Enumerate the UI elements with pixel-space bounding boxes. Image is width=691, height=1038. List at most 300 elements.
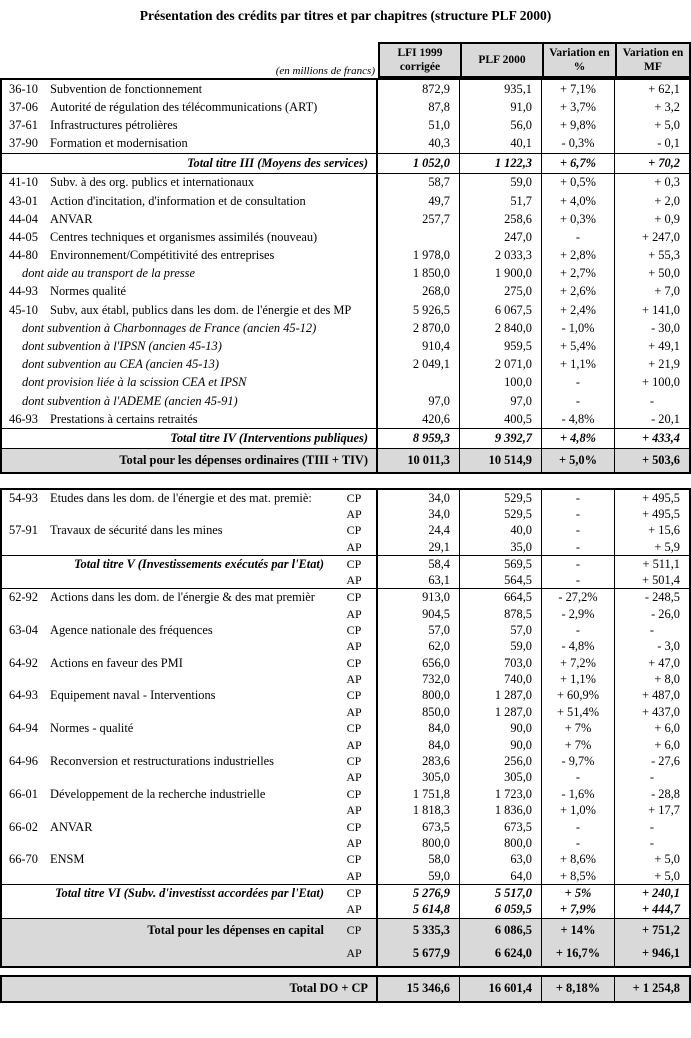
cp-ap-label: AP	[346, 803, 362, 818]
variation-pct-value: -	[542, 392, 615, 410]
variation-pct-value: + 14%	[542, 919, 615, 942]
row-label: Total pour les dépenses en capital	[147, 922, 324, 937]
row-label: Prestations à certains retraités	[50, 411, 198, 426]
variation-mf-value: - 248,5	[644, 590, 680, 605]
row-label-cell	[2, 192, 378, 210]
plf-2000-value: 40,1	[460, 135, 542, 153]
row-label-cell	[2, 589, 378, 605]
plf-2000-value: 10 514,9	[460, 449, 542, 472]
lfi-1999-value: 84,0	[378, 721, 460, 737]
variation-pct-value: + 1,1%	[542, 671, 615, 687]
chapter-code: 45-10	[9, 302, 38, 317]
variation-mf-value: + 15,6	[648, 523, 680, 538]
variation-pct-value: + 8,5%	[542, 868, 615, 884]
table-row	[2, 704, 689, 720]
table-row	[2, 606, 689, 622]
row-label-cell	[2, 803, 378, 819]
variation-pct-value: - 9,7%	[542, 753, 615, 769]
cp-ap-label: CP	[346, 622, 362, 637]
variation-pct-value: + 51,4%	[542, 704, 615, 720]
cp-ap-label: AP	[346, 539, 362, 554]
chapter-code: 44-05	[9, 229, 38, 244]
row-label: Agence nationale des fréquences	[50, 622, 213, 637]
variation-mf-value: -	[649, 622, 655, 637]
row-label-cell	[2, 356, 378, 374]
row-label-cell	[2, 737, 378, 753]
variation-mf-value: + 8,0	[654, 672, 680, 687]
plf-2000-value: 529,5	[460, 506, 542, 522]
chapter-code: 64-94	[9, 721, 38, 736]
variation-mf-value: -	[649, 835, 655, 850]
table-row	[2, 490, 689, 506]
cp-ap-label: CP	[346, 523, 362, 538]
cp-ap-label: CP	[346, 819, 362, 834]
lfi-1999-value: 305,0	[378, 770, 460, 786]
table-row	[2, 868, 689, 884]
row-label-cell	[2, 721, 378, 737]
lfi-1999-value: 24,4	[378, 523, 460, 539]
row-label-cell	[2, 688, 378, 704]
table-row	[2, 737, 689, 753]
chapter-code: 41-10	[9, 175, 38, 190]
column-header-line: Variation en	[622, 46, 684, 59]
plf-2000-value: 959,5	[460, 337, 542, 355]
variation-pct-value: -	[542, 622, 615, 638]
lfi-1999-value: 58,4	[378, 556, 460, 572]
variation-mf-value: + 751,2	[641, 922, 680, 937]
variation-pct-value: + 2,4%	[542, 301, 615, 319]
chapter-code: 57-91	[9, 523, 38, 538]
chapter-code: 66-02	[9, 819, 38, 834]
lfi-1999-value: 63,1	[378, 572, 460, 588]
lfi-1999-value: 8 959,3	[378, 429, 460, 448]
row-label-cell	[2, 283, 378, 301]
cp-ap-label: CP	[346, 655, 362, 670]
lfi-1999-value: 51,0	[378, 116, 460, 134]
variation-mf-value: + 501,4	[642, 572, 680, 587]
table-gap	[0, 968, 691, 975]
lfi-1999-value: 15 346,6	[378, 977, 460, 1001]
cp-ap-label: AP	[346, 506, 362, 521]
variation-pct-value: + 1,0%	[542, 803, 615, 819]
plf-2000-value: 400,5	[460, 410, 542, 428]
chapter-code: 44-80	[9, 248, 38, 263]
table-row	[2, 319, 689, 337]
table-row	[2, 410, 689, 428]
row-label: Etudes dans les dom. de l'énergie et des mat. premiè:	[50, 490, 312, 505]
lfi-1999-value: 2 049,1	[378, 356, 460, 374]
cp-ap-label: AP	[346, 737, 362, 752]
cp-ap-label: AP	[346, 704, 362, 719]
row-label-cell	[2, 337, 378, 355]
lfi-1999-value: 57,0	[378, 622, 460, 638]
row-label: Reconversion et restructurations industrielles	[50, 754, 275, 769]
plf-2000-value: 529,5	[460, 490, 542, 506]
column-header-lfi-1999	[380, 44, 460, 76]
table-row	[2, 688, 689, 704]
variation-pct-value: -	[542, 835, 615, 851]
row-label-cell	[2, 210, 378, 228]
variation-pct-value: - 2,9%	[542, 606, 615, 622]
column-header-plf-2000	[460, 44, 542, 76]
row-label-cell	[2, 786, 378, 802]
plf-2000-value: 935,1	[460, 80, 542, 98]
row-label: Actions en faveur des PMI	[50, 655, 183, 670]
row-label: dont aide au transport de la presse	[22, 266, 196, 281]
table-row	[2, 819, 689, 835]
variation-mf-value: + 50,0	[648, 266, 680, 281]
variation-mf-value: + 17,7	[648, 803, 680, 818]
table-row	[2, 918, 689, 942]
table-grand-total	[0, 975, 691, 1003]
variation-mf-value: - 3,0	[657, 639, 680, 654]
plf-2000-value: 40,0	[460, 523, 542, 539]
variation-mf-value: + 433,4	[641, 431, 680, 446]
plf-2000-value: 2 033,3	[460, 247, 542, 265]
plf-2000-value: 90,0	[460, 721, 542, 737]
lfi-1999-value: 732,0	[378, 671, 460, 687]
plf-2000-value: 1 287,0	[460, 704, 542, 720]
table-row	[2, 192, 689, 210]
table-row	[2, 671, 689, 687]
lfi-1999-value: 268,0	[378, 283, 460, 301]
row-label-cell	[2, 174, 378, 192]
table-row	[2, 942, 689, 966]
table-row	[2, 770, 689, 786]
row-label-cell	[2, 671, 378, 687]
lfi-1999-value: 5 276,9	[378, 885, 460, 901]
table-ordinary-expenses	[0, 78, 691, 474]
row-label-cell	[2, 819, 378, 835]
row-label-cell	[2, 228, 378, 246]
variation-mf-value: + 5,0	[654, 852, 680, 867]
lfi-1999-value: 29,1	[378, 539, 460, 555]
plf-2000-value: 2 840,0	[460, 319, 542, 337]
row-label: dont provision liée à la scission CEA et IPSN	[22, 375, 247, 390]
variation-mf-value: + 100,0	[642, 375, 680, 390]
row-label-cell	[2, 901, 378, 917]
chapter-code: 62-92	[9, 590, 38, 605]
row-label-cell	[2, 977, 378, 1001]
plf-2000-value: 1 836,0	[460, 803, 542, 819]
variation-mf-value: + 6,0	[654, 737, 680, 752]
plf-2000-value: 57,0	[460, 622, 542, 638]
variation-pct-value: + 4,0%	[542, 192, 615, 210]
table-row	[2, 753, 689, 769]
table-row	[2, 786, 689, 802]
row-label: dont subvention à Charbonnages de France (ancien 45-12)	[22, 320, 317, 335]
row-label-cell	[2, 392, 378, 410]
variation-mf-value: + 487,0	[642, 688, 680, 703]
variation-pct-value: -	[542, 374, 615, 392]
plf-2000-value: 1 287,0	[460, 688, 542, 704]
plf-2000-value: 258,6	[460, 210, 542, 228]
variation-mf-value: + 70,2	[648, 155, 680, 170]
plf-2000-value: 664,5	[460, 589, 542, 605]
cp-ap-label: CP	[346, 590, 362, 605]
plf-2000-value: 16 601,4	[460, 977, 542, 1001]
lfi-1999-value: 5 614,8	[378, 901, 460, 917]
column-header-variation-pct	[542, 44, 615, 76]
row-label: Normes qualité	[50, 284, 127, 299]
row-label-cell	[2, 639, 378, 655]
lfi-1999-value: 913,0	[378, 589, 460, 605]
variation-pct-value: + 7%	[542, 721, 615, 737]
variation-mf-value: + 0,9	[654, 211, 680, 226]
variation-mf-value: + 7,0	[654, 284, 680, 299]
table-row	[2, 356, 689, 374]
grand-total-row	[2, 977, 689, 1001]
lfi-1999-value: 1 978,0	[378, 247, 460, 265]
row-label: Total pour les dépenses ordinaires (TIII + TIV)	[119, 453, 368, 468]
table-row	[2, 506, 689, 522]
row-label-cell	[2, 770, 378, 786]
row-label: Action d'incitation, d'information et de consultation	[50, 193, 306, 208]
plf-2000-value: 564,5	[460, 572, 542, 588]
cp-ap-label: AP	[346, 770, 362, 785]
variation-pct-value: + 7,9%	[542, 901, 615, 917]
chapter-code: 64-93	[9, 688, 38, 703]
row-label: Actions dans les dom. de l'énergie & des mat premièr	[50, 590, 315, 605]
row-label-cell	[2, 753, 378, 769]
row-label: Formation et modernisation	[50, 136, 188, 151]
row-label-cell	[2, 319, 378, 337]
row-label-cell	[2, 572, 378, 588]
cp-ap-label: AP	[346, 639, 362, 654]
plf-2000-value: 90,0	[460, 737, 542, 753]
variation-mf-value: + 511,1	[642, 556, 680, 571]
row-label: Travaux de sécurité dans les mines	[50, 523, 223, 538]
variation-mf-value: + 2,0	[654, 193, 680, 208]
lfi-1999-value: 420,6	[378, 410, 460, 428]
table-row	[2, 80, 689, 98]
plf-2000-value: 6 624,0	[460, 942, 542, 966]
row-label: Subvention de fonctionnement	[50, 81, 203, 96]
column-header-variation-mf	[615, 44, 689, 76]
header-columns	[378, 42, 691, 78]
variation-mf-value: - 0,1	[657, 136, 680, 151]
table-row	[2, 98, 689, 116]
variation-mf-value: + 5,0	[654, 117, 680, 132]
lfi-1999-value: 59,0	[378, 868, 460, 884]
table-row	[2, 392, 689, 410]
variation-pct-value: -	[542, 556, 615, 572]
variation-pct-value: -	[542, 770, 615, 786]
cp-ap-label: AP	[346, 606, 362, 621]
lfi-1999-value: 904,5	[378, 606, 460, 622]
variation-mf-value: + 49,1	[648, 339, 680, 354]
cp-ap-label: CP	[346, 922, 362, 937]
row-label: Normes - qualité	[50, 721, 134, 736]
variation-mf-value: + 240,1	[641, 885, 680, 900]
lfi-1999-value: 673,5	[378, 819, 460, 835]
table-row	[2, 428, 689, 449]
plf-2000-value: 673,5	[460, 819, 542, 835]
plf-2000-value: 740,0	[460, 671, 542, 687]
cp-ap-label: CP	[346, 885, 362, 900]
plf-2000-value: 305,0	[460, 770, 542, 786]
variation-mf-value: + 55,3	[648, 248, 680, 263]
plf-2000-value: 1 723,0	[460, 786, 542, 802]
row-label-cell	[2, 622, 378, 638]
variation-mf-value: - 27,6	[651, 754, 680, 769]
cp-ap-label: CP	[346, 490, 362, 505]
row-label-cell	[2, 606, 378, 622]
plf-2000-value: 64,0	[460, 868, 542, 884]
plf-2000-value: 97,0	[460, 392, 542, 410]
cp-ap-label: CP	[346, 721, 362, 736]
column-header-line: LFI 1999	[397, 46, 443, 59]
plf-2000-value: 6 059,5	[460, 901, 542, 917]
row-label-cell	[2, 301, 378, 319]
table-header	[0, 42, 691, 78]
variation-pct-value: -	[542, 819, 615, 835]
table-row	[2, 539, 689, 555]
row-label-cell	[2, 506, 378, 522]
plf-2000-value: 1 900,0	[460, 265, 542, 283]
lfi-1999-value: 10 011,3	[378, 449, 460, 472]
variation-mf-value: + 1 254,8	[632, 981, 680, 996]
row-label-cell	[2, 80, 378, 98]
chapter-code: 54-93	[9, 490, 38, 505]
plf-2000-value: 1 122,3	[460, 154, 542, 173]
variation-pct-value: -	[542, 539, 615, 555]
variation-mf-value: - 20,1	[651, 411, 680, 426]
row-label-cell	[2, 116, 378, 134]
chapter-code: 64-96	[9, 754, 38, 769]
variation-pct-value: + 2,8%	[542, 247, 615, 265]
plf-2000-value: 9 392,7	[460, 429, 542, 448]
chapter-code: 64-92	[9, 655, 38, 670]
variation-mf-value: + 62,1	[648, 81, 680, 96]
variation-mf-value: -	[649, 393, 655, 408]
table-row	[2, 135, 689, 153]
variation-pct-value: -	[542, 572, 615, 588]
variation-pct-value: - 0,3%	[542, 135, 615, 153]
lfi-1999-value	[378, 228, 460, 246]
unit-note: (en millions de francs)	[275, 65, 375, 77]
lfi-1999-value: 62,0	[378, 639, 460, 655]
lfi-1999-value: 5 926,5	[378, 301, 460, 319]
chapter-code: 37-61	[9, 117, 38, 132]
plf-2000-value: 56,0	[460, 116, 542, 134]
table-row	[2, 265, 689, 283]
variation-pct-value: + 5%	[542, 885, 615, 901]
row-label-cell	[2, 98, 378, 116]
variation-pct-value: + 0,5%	[542, 174, 615, 192]
row-label-cell	[2, 247, 378, 265]
variation-mf-value: - 28,8	[651, 786, 680, 801]
row-label-cell	[2, 885, 378, 901]
variation-mf-value: + 495,5	[642, 506, 680, 521]
variation-mf-value: - 30,0	[651, 320, 680, 335]
plf-2000-value: 6 086,5	[460, 919, 542, 942]
lfi-1999-value: 58,7	[378, 174, 460, 192]
variation-pct-value: + 8,6%	[542, 852, 615, 868]
variation-mf-value: + 444,7	[641, 902, 680, 917]
table-row	[2, 884, 689, 901]
plf-2000-value: 6 067,5	[460, 301, 542, 319]
variation-pct-value: - 4,8%	[542, 639, 615, 655]
row-label-cell	[2, 135, 378, 153]
lfi-1999-value: 257,7	[378, 210, 460, 228]
row-label: Total DO + CP	[289, 981, 368, 996]
lfi-1999-value: 40,3	[378, 135, 460, 153]
variation-mf-value: + 495,5	[642, 490, 680, 505]
lfi-1999-value: 1 818,3	[378, 803, 460, 819]
chapter-code: 66-70	[9, 852, 38, 867]
lfi-1999-value: 1 052,0	[378, 154, 460, 173]
column-header-line: %	[573, 61, 586, 73]
row-label-cell	[2, 539, 378, 555]
lfi-1999-value: 34,0	[378, 506, 460, 522]
plf-2000-value: 91,0	[460, 98, 542, 116]
chapter-code: 36-10	[9, 81, 38, 96]
chapter-code: 43-01	[9, 193, 38, 208]
variation-mf-value: + 47,0	[648, 655, 680, 670]
variation-pct-value: + 2,7%	[542, 265, 615, 283]
plf-2000-value: 63,0	[460, 852, 542, 868]
lfi-1999-value: 97,0	[378, 392, 460, 410]
variation-pct-value: + 6,7%	[542, 154, 615, 173]
variation-pct-value: + 9,8%	[542, 116, 615, 134]
variation-pct-value: + 60,9%	[542, 688, 615, 704]
variation-mf-value: + 503,6	[641, 453, 680, 468]
row-label-cell	[2, 265, 378, 283]
lfi-1999-value: 34,0	[378, 490, 460, 506]
table-row	[2, 153, 689, 174]
lfi-1999-value: 84,0	[378, 737, 460, 753]
variation-pct-value: + 2,6%	[542, 283, 615, 301]
chapter-code: 63-04	[9, 622, 38, 637]
chapter-code: 37-90	[9, 136, 38, 151]
cp-ap-label: AP	[346, 835, 362, 850]
variation-mf-value: - 26,0	[651, 606, 680, 621]
variation-pct-value: + 0,3%	[542, 210, 615, 228]
table-row	[2, 901, 689, 917]
lfi-1999-value: 1 751,8	[378, 786, 460, 802]
lfi-1999-value: 910,4	[378, 337, 460, 355]
plf-2000-value: 569,5	[460, 556, 542, 572]
table-row	[2, 374, 689, 392]
variation-pct-value: -	[542, 506, 615, 522]
row-label: Equipement naval - Interventions	[50, 688, 216, 703]
table-capital-expenses	[0, 488, 691, 968]
cp-ap-label: CP	[346, 852, 362, 867]
plf-2000-value: 800,0	[460, 835, 542, 851]
table-row	[2, 116, 689, 134]
table-row	[2, 247, 689, 265]
plf-2000-value: 5 517,0	[460, 885, 542, 901]
row-label-cell	[2, 523, 378, 539]
variation-mf-value: -	[649, 819, 655, 834]
row-label: Subv. à des org. publics et internationaux	[50, 175, 255, 190]
row-label: ANVAR	[50, 211, 93, 226]
table-row	[2, 228, 689, 246]
lfi-1999-value: 850,0	[378, 704, 460, 720]
lfi-1999-value: 49,7	[378, 192, 460, 210]
variation-pct-value: -	[542, 228, 615, 246]
chapter-code: 44-04	[9, 211, 38, 226]
row-label: dont subvention à l'ADEME (ancien 45-91)	[22, 393, 238, 408]
variation-pct-value: + 4,8%	[542, 429, 615, 448]
variation-mf-value: + 6,0	[654, 721, 680, 736]
row-label-cell	[2, 942, 378, 966]
cp-ap-label: AP	[346, 672, 362, 687]
variation-mf-value: + 5,0	[654, 868, 680, 883]
table-row	[2, 721, 689, 737]
plf-2000-value: 51,7	[460, 192, 542, 210]
